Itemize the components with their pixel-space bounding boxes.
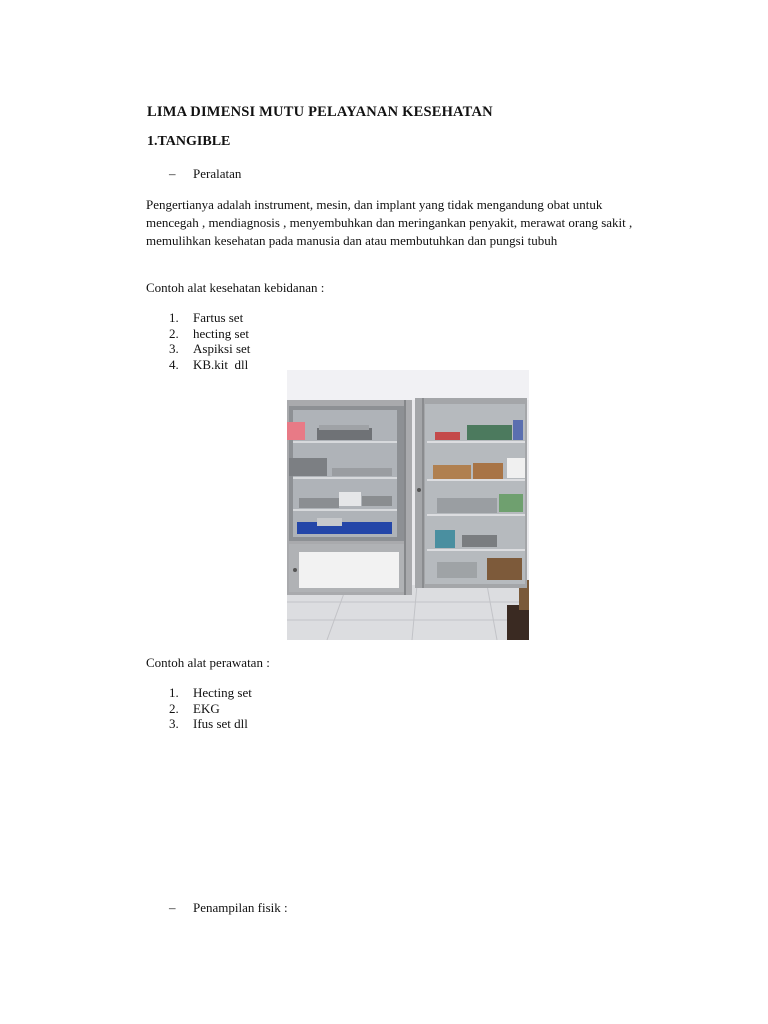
list-item <box>146 701 252 717</box>
section-heading: 1.TANGIBLE <box>147 134 231 149</box>
list-item <box>146 357 250 373</box>
kebidanan-list <box>146 310 250 372</box>
list-item <box>146 310 250 326</box>
list-label: Aspiksi set <box>193 341 251 356</box>
kebidanan-intro: Contoh alat kesehatan kebidanan : <box>146 280 325 295</box>
bullet-text: Penampilan fisik : <box>193 900 288 915</box>
list-number: 1. <box>169 685 179 700</box>
list-item <box>146 326 250 342</box>
dash-marker: – <box>169 900 176 915</box>
definition-paragraph: Pengertianya adalah instrument, mesin, dan implant yang tidak mengandung obat untuk mencegah , mendiagnosis , menyembuhkan dan meringankan penyakit, merawat orang sakit , memulihkan kesehatan pada manusia dan atau membutuhkan dan pungsi tubuh <box>146 197 633 248</box>
list-label: EKG <box>193 700 220 716</box>
list-label: hecting set <box>193 325 249 341</box>
bullet-text: Peralatan <box>193 166 242 181</box>
list-number: 2. <box>169 700 179 716</box>
bullet-peralatan <box>169 165 242 183</box>
dash-marker: – <box>169 166 176 181</box>
list-number: 4. <box>169 356 179 372</box>
list-label: Fartus set <box>193 310 244 325</box>
bullet-penampilan-fisik <box>169 899 288 917</box>
list-number: 1. <box>169 310 179 325</box>
list-label: Hecting set <box>193 685 252 700</box>
equipment-cabinet-photo <box>287 370 529 640</box>
list-item <box>146 685 252 701</box>
list-number: 3. <box>169 341 179 356</box>
list-label: KB.kit dll <box>193 356 249 372</box>
perawatan-list <box>146 685 252 732</box>
list-number: 2. <box>169 325 179 341</box>
list-item <box>146 341 250 357</box>
perawatan-intro: Contoh alat perawatan : <box>146 655 270 670</box>
document-title: LIMA DIMENSI MUTU PELAYANAN KESEHATAN <box>147 104 493 120</box>
list-item <box>146 716 252 732</box>
list-label: Ifus set dll <box>193 716 248 731</box>
list-number: 3. <box>169 716 179 731</box>
